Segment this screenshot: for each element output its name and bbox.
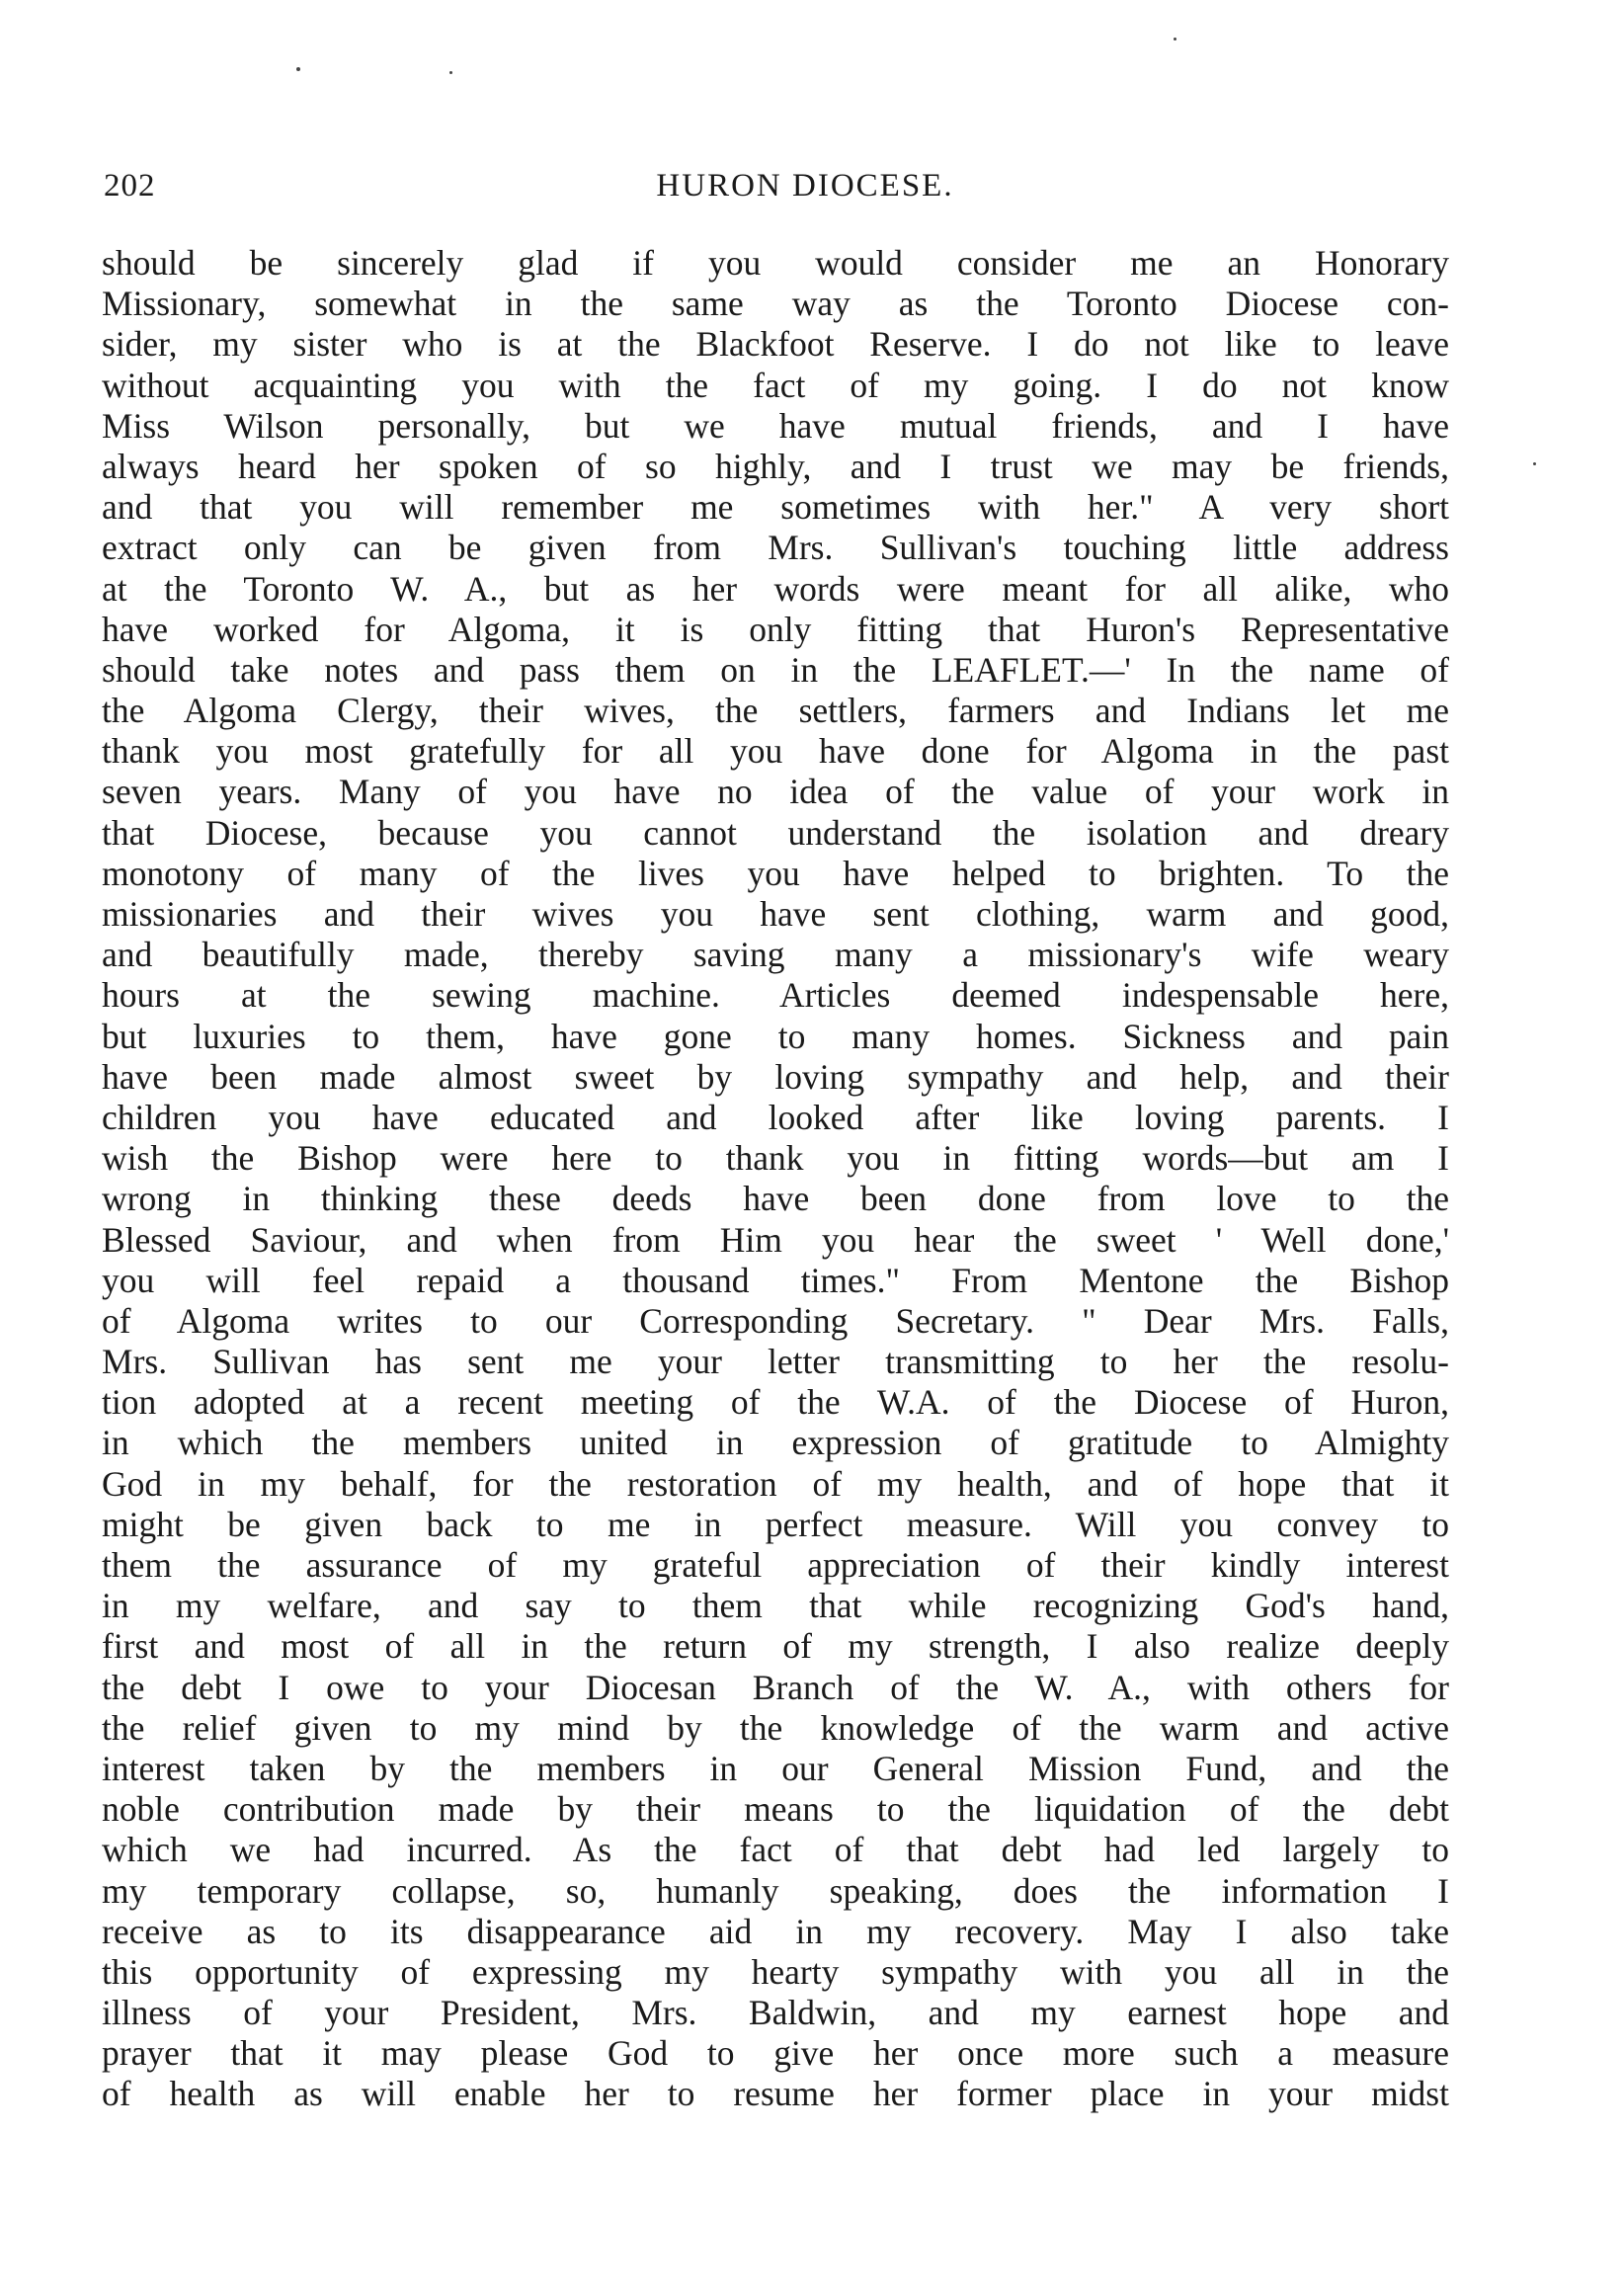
text-line: without acquainting you with the fact of my going. I do not know xyxy=(102,365,1449,405)
text-line: hours at the sewing machine. Articles deemed indespensable here, xyxy=(102,975,1449,1016)
text-line: that Diocese, because you cannot understand the isolation and dreary xyxy=(102,812,1449,853)
text-line: and that you will remember me sometimes with her." A very short xyxy=(102,487,1449,528)
text-line: should be sincerely glad if you would consider me an Honorary xyxy=(102,243,1449,283)
print-speck xyxy=(296,67,300,71)
text-line: have worked for Algoma, it is only fitting that Huron's Representative xyxy=(102,609,1449,649)
text-line: Blessed Saviour, and when from Him you hear the sweet ' Well done,' xyxy=(102,1219,1449,1260)
text-line: noble contribution made by their means to the liquidation of the debt xyxy=(102,1789,1449,1830)
print-speck xyxy=(1533,462,1536,465)
page-number: 202 xyxy=(104,168,156,204)
text-line: at the Toronto W. A., but as her words were meant for all alike, who xyxy=(102,568,1449,609)
page-title: HURON DIOCESE. xyxy=(656,168,954,204)
running-head xyxy=(104,168,1447,217)
text-line: wish the Bishop were here to thank you in fitting words—but am I xyxy=(102,1138,1449,1179)
text-line: the Algoma Clergy, their wives, the settlers, farmers and Indians let me xyxy=(102,691,1449,731)
text-line: illness of your President, Mrs. Baldwin, and my earnest hope and xyxy=(102,1993,1449,2033)
text-line: prayer that it may please God to give her once more such a measure xyxy=(102,2033,1449,2074)
text-line: in my welfare, and say to them that while recognizing God's hand, xyxy=(102,1586,1449,1626)
text-line: tion adopted at a recent meeting of the W.A. of the Diocese of Huron, xyxy=(102,1382,1449,1423)
text-line: the relief given to my mind by the knowledge of the warm and active xyxy=(102,1707,1449,1748)
text-line: of Algoma writes to our Corresponding Secretary. " Dear Mrs. Falls, xyxy=(102,1300,1449,1341)
text-line: should take notes and pass them on in the LEAFLET.—' In the name of xyxy=(102,649,1449,690)
body-text xyxy=(102,243,1449,2115)
text-line: seven years. Many of you have no idea of the value of your work in xyxy=(102,772,1449,812)
print-speck xyxy=(1174,38,1176,41)
text-line: Missionary, somewhat in the same way as the Toronto Diocese con- xyxy=(102,284,1449,324)
text-line: wrong in thinking these deeds have been done from love to the xyxy=(102,1179,1449,1219)
text-line: always heard her spoken of so highly, and I trust we may be friends, xyxy=(102,446,1449,486)
text-line: monotony of many of the lives you have helped to brighten. To the xyxy=(102,853,1449,893)
text-line: Miss Wilson personally, but we have mutual friends, and I have xyxy=(102,405,1449,446)
text-line: have been made almost sweet by loving sympathy and help, and their xyxy=(102,1056,1449,1097)
text-line: receive as to its disappearance aid in my recovery. May I also take xyxy=(102,1911,1449,1951)
text-line: children you have educated and looked after like loving parents. I xyxy=(102,1097,1449,1137)
text-line: missionaries and their wives you have sent clothing, warm and good, xyxy=(102,894,1449,934)
text-line: which we had incurred. As the fact of that debt had led largely to xyxy=(102,1830,1449,1870)
text-line: my temporary collapse, so, humanly speaking, does the information I xyxy=(102,1870,1449,1911)
text-line: interest taken by the members in our General Mission Fund, and the xyxy=(102,1748,1449,1788)
text-line: them the assurance of my grateful appreciation of their kindly interest xyxy=(102,1545,1449,1585)
text-line: God in my behalf, for the restoration of my health, and of hope that it xyxy=(102,1463,1449,1504)
text-line: extract only can be given from Mrs. Sullivan's touching little address xyxy=(102,528,1449,568)
text-line: first and most of all in the return of my strength, I also realize deeply xyxy=(102,1626,1449,1667)
text-line: of health as will enable her to resume her former place in your midst xyxy=(102,2074,1449,2114)
print-speck xyxy=(449,71,452,74)
text-line: in which the members united in expression of gratitude to Almighty xyxy=(102,1423,1449,1463)
text-line: the debt I owe to your Diocesan Branch of the W. A., with others for xyxy=(102,1667,1449,1707)
text-line: might be given back to me in perfect measure. Will you convey to xyxy=(102,1504,1449,1544)
text-line: this opportunity of expressing my hearty sympathy with you all in the xyxy=(102,1951,1449,1992)
text-line: but luxuries to them, have gone to many homes. Sickness and pain xyxy=(102,1016,1449,1056)
text-line: Mrs. Sullivan has sent me your letter transmitting to her the resolu- xyxy=(102,1342,1449,1382)
text-line: thank you most gratefully for all you have done for Algoma in the past xyxy=(102,731,1449,772)
text-line: and beautifully made, thereby saving many a missionary's wife weary xyxy=(102,935,1449,975)
text-line: sider, my sister who is at the Blackfoot Reserve. I do not like to leave xyxy=(102,324,1449,365)
text-line: you will feel repaid a thousand times." From Mentone the Bishop xyxy=(102,1260,1449,1300)
